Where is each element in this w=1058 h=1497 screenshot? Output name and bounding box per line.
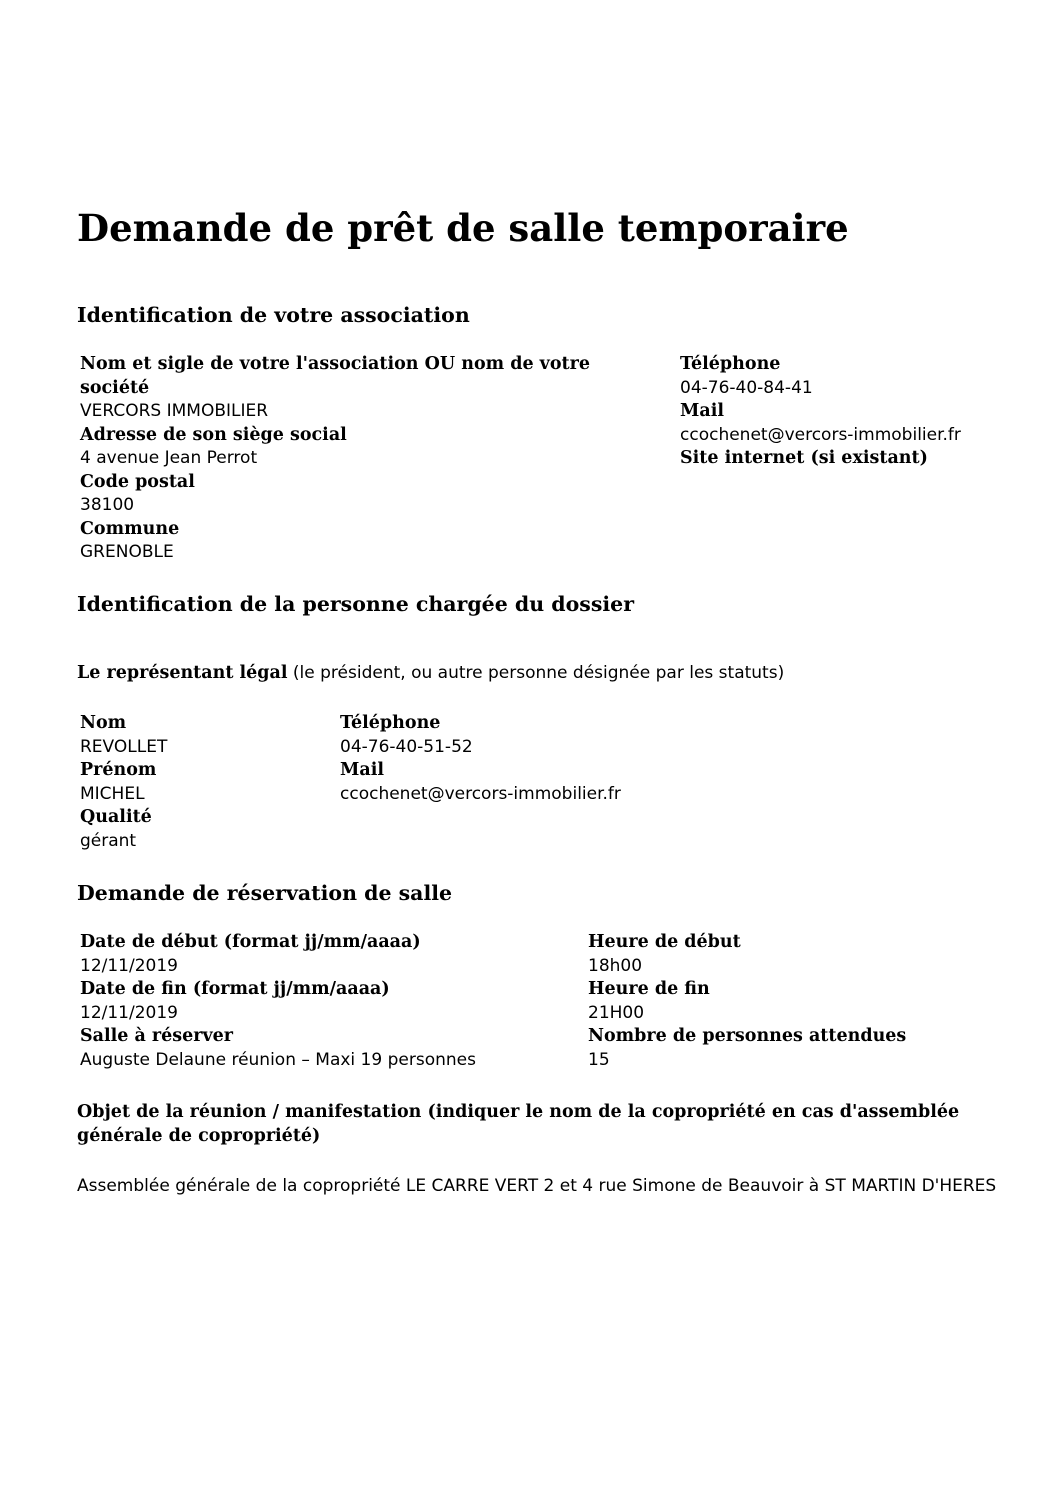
person-right-column bbox=[340, 712, 621, 806]
reservation-left-column bbox=[80, 931, 476, 1072]
meeting-purpose-label: Objet de la réunion / manifestation (indiquer le nom de la copropriété en cas d'assemblée générale de copropriété) bbox=[77, 1102, 960, 1146]
city-value: GRENOBLE bbox=[80, 542, 174, 562]
person-firstname-value: MICHEL bbox=[80, 783, 145, 804]
postal-code-value: 38100 bbox=[80, 495, 135, 515]
start-date-label: Date de début (format jj/mm/aaaa) bbox=[80, 932, 421, 952]
start-date-value: 12/11/2019 bbox=[80, 955, 178, 976]
person-role-value: gérant bbox=[80, 830, 137, 851]
reservation-right-column bbox=[588, 931, 906, 1072]
legal-representative-label: Le représentant légal bbox=[77, 663, 288, 683]
end-date-label: Date de fin (format jj/mm/aaaa) bbox=[80, 979, 390, 999]
attendees-label: Nombre de personnes attendues bbox=[588, 1026, 907, 1046]
address-label: Adresse de son siège social bbox=[80, 424, 347, 445]
website-label: Site internet (si existant) bbox=[680, 448, 928, 468]
end-time-value: 21H00 bbox=[588, 1002, 645, 1023]
start-time-value: 18h00 bbox=[588, 955, 643, 976]
section-heading-reservation: Demande de réservation de salle bbox=[77, 881, 453, 905]
association-left-column bbox=[80, 353, 590, 565]
person-left-column bbox=[80, 712, 167, 853]
person-role-label: Qualité bbox=[80, 807, 152, 827]
room-value: Auguste Delaune réunion – Maxi 19 personnes bbox=[80, 1049, 476, 1070]
page-title: Demande de prêt de salle temporaire bbox=[77, 206, 849, 250]
person-firstname-label: Prénom bbox=[80, 760, 157, 780]
person-lastname-value: REVOLLET bbox=[80, 736, 168, 757]
room-label: Salle à réserver bbox=[80, 1026, 234, 1046]
association-name-value: VERCORS IMMOBILIER bbox=[80, 401, 269, 421]
association-mail-value: ccochenet@vercors-immobilier.fr bbox=[680, 424, 961, 445]
person-phone-label: Téléphone bbox=[340, 713, 441, 733]
person-mail-value: ccochenet@vercors-immobilier.fr bbox=[340, 783, 621, 804]
association-name-label-continued: société bbox=[80, 377, 150, 398]
association-name-label: Nom et sigle de votre l'association OU nom de votre bbox=[80, 354, 590, 374]
city-label: Commune bbox=[80, 518, 180, 539]
start-time-label: Heure de début bbox=[588, 932, 741, 952]
association-mail-label: Mail bbox=[680, 401, 725, 421]
person-lastname-label: Nom bbox=[80, 713, 127, 733]
association-right-column bbox=[680, 353, 961, 471]
section-heading-association: Identification de votre association bbox=[77, 303, 470, 327]
legal-representative-line bbox=[77, 661, 784, 686]
person-mail-label: Mail bbox=[340, 760, 385, 780]
postal-code-label: Code postal bbox=[80, 471, 195, 492]
address-value: 4 avenue Jean Perrot bbox=[80, 448, 258, 468]
section-heading-person: Identification de la personne chargée du dossier bbox=[77, 592, 634, 616]
end-time-label: Heure de fin bbox=[588, 979, 710, 999]
association-phone-value: 04-76-40-84-41 bbox=[680, 377, 813, 398]
end-date-value: 12/11/2019 bbox=[80, 1002, 178, 1023]
legal-representative-note: (le président, ou autre personne désignée par les statuts) bbox=[287, 663, 785, 683]
meeting-purpose-value: Assemblée générale de la copropriété LE CARRE VERT 2 et 4 rue Simone de Beauvoir à ST MARTIN D'HERES bbox=[77, 1176, 997, 1196]
attendees-value: 15 bbox=[588, 1049, 610, 1070]
association-phone-label: Téléphone bbox=[680, 354, 781, 374]
person-phone-value: 04-76-40-51-52 bbox=[340, 736, 473, 757]
